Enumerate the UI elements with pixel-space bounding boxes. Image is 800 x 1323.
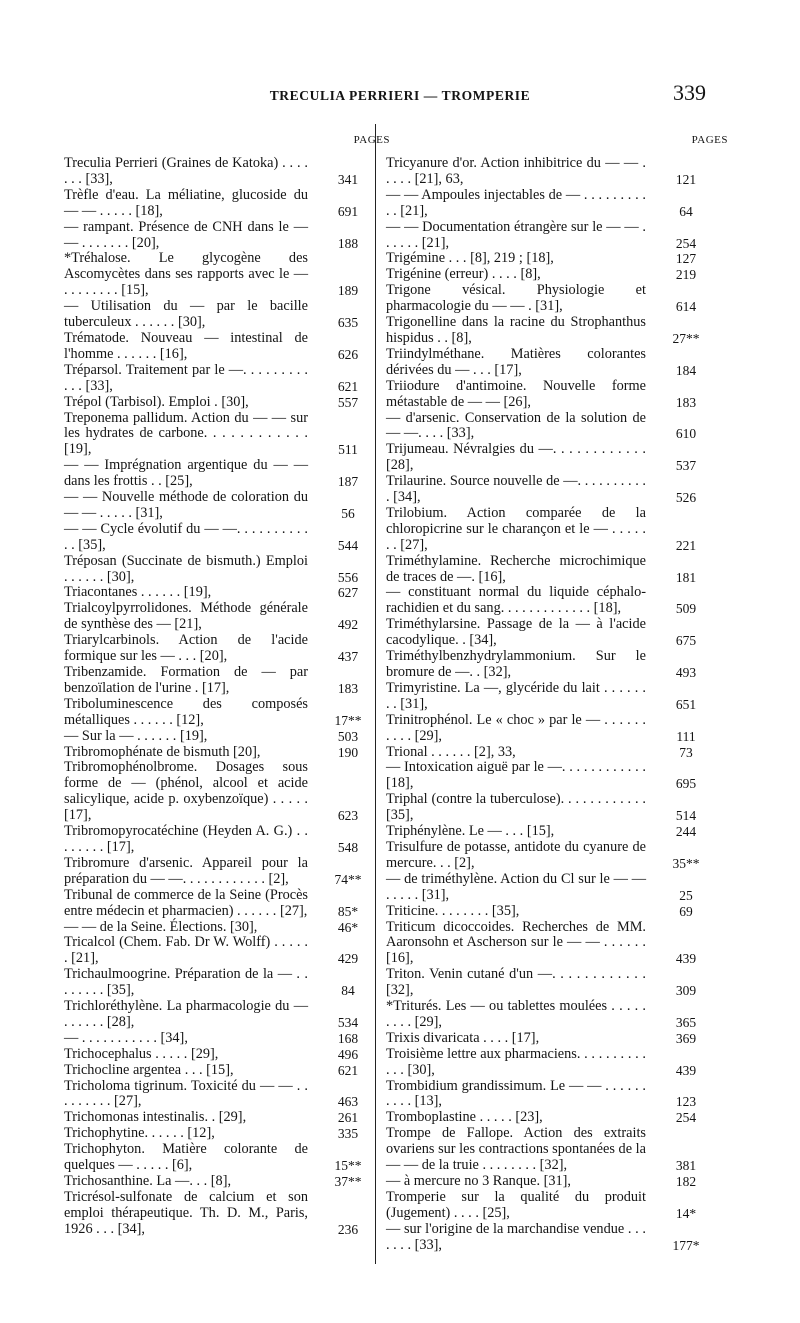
index-entry-text: Trilobium. Action comparée de la chloropicrine sur le charançon et le — . . . . . . . [27], <box>386 504 646 553</box>
index-entry <box>386 474 708 506</box>
index-entry <box>386 872 708 904</box>
index-entry-text: — de triméthylène. Action du Cl sur le — — . . . . . [31], <box>386 870 646 903</box>
index-entry-page: 121 <box>675 171 697 187</box>
index-entry-page: 73 <box>679 744 693 760</box>
index-entry <box>386 1190 708 1222</box>
index-entry-page: 614 <box>675 299 697 315</box>
index-entry-text: Trépol (Tarbisol). Emploi . [30], <box>64 393 249 410</box>
index-entry-text: Trigonelline dans la racine du Strophanthus hispidus . . [8], <box>386 314 646 346</box>
index-entry-page: 621 <box>337 1062 359 1078</box>
index-entry-page: 27** <box>672 330 700 346</box>
index-entry <box>64 1110 370 1126</box>
index-entry-page: 187 <box>337 474 359 490</box>
index-entry-text: Trichomonas intestinalis. . [29], <box>64 1109 247 1126</box>
index-entry-text: Trichloréthylène. La pharmacologie du — . . . . . . [28], <box>64 998 308 1030</box>
index-entry-text: *Triturés. Les — ou tablettes moulées . . . . . . . . . [29], <box>386 998 646 1030</box>
index-entry-page: 37** <box>334 1174 362 1189</box>
index-entry-page: 189 <box>337 283 359 299</box>
index-entry <box>64 1063 370 1079</box>
index-entry <box>64 999 370 1031</box>
index-entry-text: Trigénine (erreur) . . . . [8], <box>386 266 541 283</box>
index-entry-page: 123 <box>675 1094 697 1110</box>
index-entry-page: 335 <box>337 1126 359 1142</box>
index-entry-page: 236 <box>337 1221 359 1237</box>
index-entry <box>64 1047 370 1063</box>
index-entry-page: 610 <box>675 426 697 442</box>
index-entry-page: 69 <box>679 903 693 919</box>
index-entry <box>386 1222 708 1254</box>
index-entry-text: — . . . . . . . . . . . [34], <box>64 1029 188 1046</box>
index-entry <box>386 554 708 586</box>
index-entry <box>64 411 370 459</box>
index-entry-page: 111 <box>676 728 696 744</box>
index-entry <box>64 1031 370 1047</box>
index-entry <box>386 347 708 379</box>
index-entry-page: 635 <box>337 315 359 331</box>
index-entry-text: — — de la Seine. Élections. [30], <box>64 918 258 935</box>
index-entry-page: 534 <box>337 1014 359 1030</box>
index-entry-page: 556 <box>337 569 359 585</box>
index-entry-page: 309 <box>675 983 697 999</box>
index-entry-text: Triphal (contre la tuberculose). . . . . . . . . . . . [35], <box>386 791 646 824</box>
index-entry-text: Triticum dicoccoides. Recherches de MM. Aaronsohn et Ascherson sur le — — . . . . . . [16], <box>386 918 646 967</box>
index-entry-text: Tribromophénolbrome. Dosages sous forme de — (phénol, alcool et acide salicylique, acide p. oxybenzoïque) . . . . . [17], <box>64 759 308 824</box>
index-entry <box>64 522 370 554</box>
index-entry-page: 221 <box>675 537 697 553</box>
index-entry <box>386 1031 708 1047</box>
index-entry-text: — à mercure no 3 Ranque. [31], <box>386 1173 572 1189</box>
index-entry-text: — Sur la — . . . . . . [19], <box>64 727 208 744</box>
index-entry-page: 85* <box>337 903 359 919</box>
index-entry-text: — — Cycle évolutif du — —. . . . . . . . . . . . [35], <box>64 520 308 553</box>
index-entry <box>386 379 708 411</box>
index-entry <box>386 904 708 920</box>
index-entry-text: Trigémine . . . [8], 219 ; [18], <box>386 250 554 267</box>
index-entry-text: Trichocephalus . . . . . [29], <box>64 1045 219 1062</box>
index-entry-text: — constituant normal du liquide céphalo-rachidien et du sang. . . . . . . . . . . . . [18], <box>386 584 646 617</box>
index-entry-text: Tricyanure d'or. Action inhibitrice du — — . . . . . [21], 63, <box>386 155 646 187</box>
index-entry-page: 188 <box>337 235 359 251</box>
index-entry <box>386 442 708 474</box>
index-entry-text: Tricalcol (Chem. Fab. Dr W. Wolff) . . . . . . [21], <box>64 934 308 967</box>
index-entry <box>64 1190 370 1238</box>
index-entry-text: Trigone vésical. Physiologie et pharmacologie du — — . [31], <box>386 282 646 315</box>
index-entry-text: — — Imprégnation argentique du — — dans les frottis . . [25], <box>64 457 308 490</box>
index-entry-text: Trinitrophénol. Le « choc » par le — . . . . . . . . . . [29], <box>386 711 646 744</box>
index-entry <box>64 601 370 633</box>
index-entry <box>386 156 708 188</box>
index-entry-text: Tribromophénate de bismuth [20], <box>64 743 261 760</box>
index-entry-page: 691 <box>337 203 359 219</box>
index-entry-page: 46* <box>337 919 359 935</box>
index-entry-page: 369 <box>675 1030 697 1046</box>
index-entry <box>386 188 708 220</box>
index-entry <box>64 331 370 363</box>
index-entry-page: 621 <box>337 378 359 394</box>
index-entry-page: 437 <box>337 649 359 665</box>
index-entry-page: 64 <box>679 203 693 219</box>
index-entry-page: 544 <box>337 537 359 553</box>
index-entry <box>64 729 370 745</box>
index-entry-page: 651 <box>675 696 697 712</box>
index-entry-page: 341 <box>337 171 359 187</box>
index-entry-page: 168 <box>337 1030 359 1046</box>
left-pages-label: PAGES <box>353 134 390 146</box>
index-entry-page: 429 <box>337 951 359 967</box>
index-entry <box>64 156 370 188</box>
index-entry <box>64 935 370 967</box>
index-entry-text: Trompe de Fallope. Action des extraits ovariens sur les contractions spontanées de la — — de la truie . . . . . . . . [32], <box>386 1125 646 1174</box>
index-entry-page: 496 <box>337 1046 359 1062</box>
index-entry <box>64 490 370 522</box>
index-entry-page: 190 <box>337 744 359 760</box>
index-entry-text: Treponema pallidum. Action du — — sur les hydrates de carbone. . . . . . . . . . . . [19], <box>64 409 308 458</box>
index-entry <box>386 283 708 315</box>
index-entry-page: 548 <box>337 839 359 855</box>
index-entry-page: 623 <box>337 808 359 824</box>
left-entries <box>64 156 370 1238</box>
index-entry <box>386 220 708 252</box>
index-entry <box>386 745 708 761</box>
index-entry-page: 626 <box>337 346 359 362</box>
index-entry <box>386 999 708 1031</box>
index-entry-page: 127 <box>675 251 697 267</box>
index-entry <box>64 760 370 824</box>
index-entry-text: Trixis divaricata . . . . [17], <box>386 1029 540 1046</box>
index-entry-text: Tromperie sur la qualité du produit (Jugement) . . . . [25], <box>386 1188 646 1221</box>
index-entry-text: Tréposan (Succinate de bismuth.) Emploi . . . . . . [30], <box>64 552 308 585</box>
index-entry-page: 627 <box>337 585 359 601</box>
index-entry-text: Triphénylène. Le — . . . [15], <box>386 823 555 840</box>
index-entry <box>386 713 708 745</box>
index-entry-text: Tribromopyrocatéchine (Heyden A. G.) . . . . . . . . [17], <box>64 823 308 855</box>
index-entry-text: Trichophytine. . . . . . [12], <box>64 1125 215 1142</box>
index-entry-page: 463 <box>337 1094 359 1110</box>
index-entry-text: — Intoxication aiguë par le —. . . . . . . . . . . . [18], <box>386 759 646 792</box>
index-entry <box>386 1174 708 1190</box>
index-entry-text: — sur l'origine de la marchandise vendue . . . . . . . [33], <box>386 1220 646 1253</box>
index-entry-text: Treculia Perrieri (Graines de Katoka) . . . . . . . [33], <box>64 155 308 187</box>
index-entry-page: 25 <box>679 887 693 903</box>
index-entry <box>64 888 370 920</box>
index-entry <box>64 1126 370 1142</box>
index-entry-text: Triticine. . . . . . . . [35], <box>386 902 520 919</box>
index-entry-page: 184 <box>675 362 697 378</box>
index-entry-text: Trichocline argentea . . . [15], <box>64 1061 234 1078</box>
index-entry-page: 183 <box>337 680 359 696</box>
index-entry <box>386 792 708 824</box>
index-entry <box>386 760 708 792</box>
index-entry-text: Trématode. Nouveau — intestinal de l'homme . . . . . . [16], <box>64 329 308 362</box>
index-entry <box>386 315 708 347</box>
index-entry-text: Triindylméthane. Matières colorantes dérivées du — . . . [17], <box>386 345 646 378</box>
index-entry-page: 15** <box>334 1158 362 1174</box>
index-entry-page: 74** <box>334 871 362 887</box>
index-entry-page: 181 <box>675 569 697 585</box>
index-entry-page: 219 <box>675 267 697 283</box>
index-entry-page: 56 <box>341 505 355 521</box>
index-entry-text: Triméthylbenzhydrylammonium. Sur le bromure de —. . [32], <box>386 648 646 680</box>
index-entry-text: Triméthylarsine. Passage de la — à l'acide cacodylique. . [34], <box>386 616 646 649</box>
index-entry-page: 509 <box>675 601 697 617</box>
index-entry <box>386 585 708 617</box>
index-entry-page: 492 <box>337 617 359 633</box>
index-entry-text: Triarylcarbinols. Action de l'acide formique sur les — . . . [20], <box>64 632 308 665</box>
index-entry <box>386 411 708 443</box>
index-entry-text: Trichophyton. Matière colorante de quelques — . . . . . [6], <box>64 1141 308 1174</box>
index-entry <box>386 967 708 999</box>
index-entry-text: — — Ampoules injectables de — . . . . . . . . . . . [21], <box>386 186 646 219</box>
index-entry-page: 365 <box>675 1014 697 1030</box>
page-number: 339 <box>673 80 706 105</box>
index-entry-page: 439 <box>675 951 697 967</box>
index-entry-page: 675 <box>675 633 697 649</box>
index-entry-text: Trilaurine. Source nouvelle de —. . . . . . . . . . . [34], <box>386 473 646 506</box>
index-entry <box>64 967 370 999</box>
index-entry <box>64 745 370 761</box>
index-entry-page: 183 <box>675 394 697 410</box>
index-entry <box>64 554 370 586</box>
index-entry-text: Triboluminescence des composés métalliques . . . . . . [12], <box>64 695 308 728</box>
index-entry <box>386 1126 708 1174</box>
index-entry <box>64 633 370 665</box>
index-entry-page: 254 <box>675 235 697 251</box>
index-entry-text: Trichaulmoogrine. Préparation de la — . . . . . . . . [35], <box>64 966 308 999</box>
index-entry-text: Tribunal de commerce de la Seine (Procès entre médecin et pharmacien) . . . . . . [27], <box>64 886 308 919</box>
index-entry <box>64 251 370 299</box>
index-entry-text: — rampant. Présence de CNH dans le — — . . . . . . . [20], <box>64 218 308 251</box>
index-entry <box>64 697 370 729</box>
index-entry-page: 254 <box>675 1110 697 1126</box>
index-entry-text: — — Documentation étrangère sur le — — . . . . . . [21], <box>386 218 646 251</box>
index-entry-text: Trijumeau. Névralgies du —. . . . . . . . . . . . [28], <box>386 441 646 474</box>
index-entry-page: 514 <box>675 808 697 824</box>
index-entry-text: Trialcoylpyrrolidones. Méthode générale de synthèse des — [21], <box>64 600 308 633</box>
index-entry-page: 557 <box>337 394 359 410</box>
index-entry <box>64 824 370 856</box>
index-entry-page: 439 <box>675 1062 697 1078</box>
index-entry <box>64 1079 370 1111</box>
index-entry <box>64 856 370 888</box>
index-entry-text: Tribromure d'arsenic. Appareil pour la préparation du — —. . . . . . . . . . . . [2], <box>64 854 308 887</box>
index-entry-text: Triiodure d'antimoine. Nouvelle forme métastable de — — [26], <box>386 377 646 410</box>
index-entry-page: 511 <box>338 442 358 458</box>
index-entry <box>386 840 708 872</box>
index-entry <box>64 395 370 411</box>
index-entry-page: 35** <box>672 855 700 871</box>
index-entry-page: 695 <box>675 776 697 792</box>
index-entry-page: 526 <box>675 490 697 506</box>
index-entry-text: Trional . . . . . . [2], 33, <box>386 743 516 760</box>
index-entry-text: — d'arsenic. Conservation de la solution de — —. . . . [33], <box>386 409 646 442</box>
index-entry-text: Tribenzamide. Formation de — par benzoïlation de l'urine . [17], <box>64 664 308 696</box>
index-entry-text: — Utilisation du — par le bacille tuberculeux . . . . . . [30], <box>64 298 308 331</box>
index-entry <box>386 681 708 713</box>
index-entry <box>64 1174 370 1190</box>
index-entry-text: Triton. Venin cutané d'un —. . . . . . . . . . . . [32], <box>386 966 646 999</box>
index-entry-text: — — Nouvelle méthode de coloration du — — . . . . . [31], <box>64 489 308 521</box>
index-entry-text: Triacontanes . . . . . . [19], <box>64 584 212 601</box>
index-entry <box>386 251 708 267</box>
index-entry <box>64 363 370 395</box>
right-entries <box>386 156 708 1254</box>
index-entry-page: 17** <box>334 712 362 728</box>
index-entry-page: 182 <box>675 1174 697 1189</box>
index-entry-page: 381 <box>675 1158 697 1174</box>
right-pages-label: PAGES <box>691 134 728 146</box>
index-entry-text: Triméthylamine. Recherche microchimique de traces de —. [16], <box>386 552 646 585</box>
index-entry-text: Troisième lettre aux pharmaciens. . . . . . . . . . . . . [30], <box>386 1045 646 1078</box>
index-entry <box>64 665 370 697</box>
index-entry <box>386 617 708 649</box>
index-entry <box>386 649 708 681</box>
index-entry-page: 493 <box>675 665 697 680</box>
index-entry <box>64 458 370 490</box>
index-entry <box>64 299 370 331</box>
index-entry <box>386 1110 708 1126</box>
index-entry-page: 244 <box>675 824 697 840</box>
index-entry-page: 177* <box>672 1237 700 1253</box>
index-entry <box>386 824 708 840</box>
index-entry <box>386 267 708 283</box>
index-entry-text: Trèfle d'eau. La méliatine, glucoside du — — . . . . . [18], <box>64 186 308 219</box>
index-entry <box>386 1047 708 1079</box>
index-entry-text: Tréparsol. Traitement par le —. . . . . . . . . . . . [33], <box>64 361 308 394</box>
index-entry <box>64 220 370 252</box>
index-entry <box>386 1079 708 1111</box>
index-entry-page: 84 <box>341 983 355 999</box>
index-entry-page: 537 <box>675 458 697 474</box>
index-entry-text: Trombidium grandissimum. Le — — . . . . . . . . . . [13], <box>386 1077 646 1110</box>
index-entry-text: Tricrésol-sulfonate de calcium et son emploi thérapeutique. Th. D. M., Paris, 1926 . . . [34], <box>64 1188 308 1237</box>
index-entry-text: Trisulfure de potasse, antidote du cyanure de mercure. . . [2], <box>386 838 646 871</box>
index-entry-text: Tricholoma tigrinum. Toxicité du — — . . . . . . . . . [27], <box>64 1077 308 1110</box>
index-entry <box>64 585 370 601</box>
index-entry-page: 14* <box>675 1205 697 1221</box>
index-entry-text: Trimyristine. La —, glycéride du lait . . . . . . . . [31], <box>386 679 646 712</box>
index-entry <box>64 188 370 220</box>
index-entry-text: *Tréhalose. Le glycogène des Ascomycètes dans ses rapports avec le — . . . . . . . . [15], <box>64 250 308 299</box>
index-entry <box>386 920 708 968</box>
index-entry-text: Trichosanthine. La —. . . [8], <box>64 1173 232 1189</box>
index-entry <box>64 920 370 936</box>
index-entry-page: 261 <box>337 1110 359 1126</box>
index-entry <box>64 1142 370 1174</box>
running-head-title: TRECULIA PERRIERI — TROMPERIE <box>269 88 531 103</box>
index-entry <box>386 506 708 554</box>
column-divider <box>375 124 376 1264</box>
index-entry-text: Tromboplastine . . . . . [23], <box>386 1109 543 1126</box>
index-entry-page: 503 <box>337 728 359 744</box>
